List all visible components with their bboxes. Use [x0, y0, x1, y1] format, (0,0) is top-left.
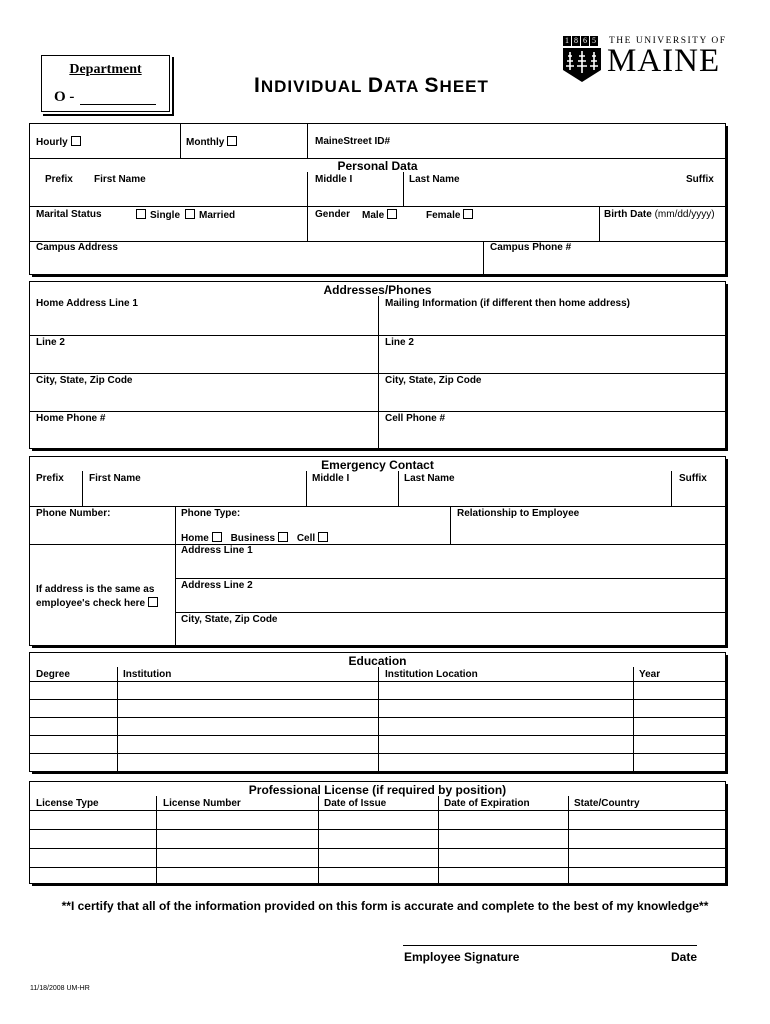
certification-statement: **I certify that all of the information provided on this form is accurate and complete to the best of my knowledge**	[61, 899, 709, 913]
date-of-issue-column-header: Date of Issue	[324, 798, 387, 809]
license-type-column-header: License Type	[36, 798, 99, 809]
ec-address-line2-label: Address Line 2	[181, 580, 253, 591]
phone-type-business[interactable]: Business	[230, 533, 276, 544]
addresses-title: Addresses/Phones	[323, 283, 432, 297]
table-row[interactable]	[30, 699, 725, 700]
ec-relationship-label: Relationship to Employee	[457, 508, 580, 519]
institution-location-column-header: Institution Location	[385, 669, 478, 680]
personal-data-section	[29, 123, 726, 275]
emergency-contact-section	[29, 456, 726, 646]
marital-status-label: Marital Status	[36, 209, 102, 220]
logo-line1: THE UNIVERSITY OF	[609, 36, 727, 46]
ec-phone-type-label: Phone Type:	[181, 508, 241, 519]
female-option[interactable]: Female	[426, 209, 477, 221]
ec-first-name-label: First Name	[89, 473, 141, 484]
ec-same-address-line2[interactable]: employee's check here	[36, 597, 162, 609]
department-prefix: O -	[54, 89, 75, 105]
ec-phone-type-options	[181, 532, 332, 544]
ec-middle-label: Middle I	[312, 473, 350, 484]
pine-tree-shield-icon	[563, 48, 601, 82]
home-phone-label: Home Phone #	[36, 413, 106, 424]
phone-type-home[interactable]: Home	[181, 533, 209, 544]
phone-type-home-checkbox[interactable]	[212, 532, 222, 542]
license-number-column-header: License Number	[163, 798, 241, 809]
ec-address-line1-label: Address Line 1	[181, 545, 253, 556]
addresses-section	[29, 281, 726, 449]
state-country-column-header: State/Country	[574, 798, 640, 809]
logo-year-digit: 8	[574, 36, 578, 45]
first-name-label: First Name	[94, 174, 146, 185]
monthly-checkbox[interactable]	[227, 136, 237, 146]
ec-prefix-label: Prefix	[36, 473, 64, 484]
last-name-label: Last Name	[409, 174, 460, 185]
table-row[interactable]	[30, 848, 725, 849]
home-address-line1-label: Home Address Line 1	[36, 298, 138, 309]
suffix-label: Suffix	[686, 174, 714, 185]
ec-suffix-label: Suffix	[679, 473, 707, 484]
ec-same-address-line1: If address is the same as	[36, 584, 155, 595]
married-option[interactable]: Married	[182, 209, 235, 221]
prefix-label: Prefix	[45, 174, 73, 185]
female-checkbox[interactable]	[463, 209, 473, 219]
mainestreet-id-label: MaineStreet ID#	[315, 136, 391, 147]
table-row[interactable]	[30, 681, 725, 682]
campus-address-label: Campus Address	[36, 242, 118, 253]
education-title: Education	[348, 654, 407, 668]
university-logo	[563, 36, 733, 82]
emergency-contact-title: Emergency Contact	[321, 458, 434, 472]
signature-line[interactable]	[403, 945, 697, 946]
cell-phone-label: Cell Phone #	[385, 413, 446, 424]
personal-data-title: Personal Data	[337, 159, 418, 173]
single-checkbox[interactable]	[136, 209, 146, 219]
birth-date-label: Birth Date (mm/dd/yyyy)	[604, 209, 715, 220]
married-checkbox[interactable]	[185, 209, 195, 219]
male-checkbox[interactable]	[387, 209, 397, 219]
license-section	[29, 781, 726, 884]
mailing-information-label: Mailing Information (if different then home address)	[385, 298, 631, 309]
phone-type-cell[interactable]: Cell	[296, 533, 316, 544]
mailing-city-label: City, State, Zip Code	[385, 375, 482, 386]
phone-type-business-checkbox[interactable]	[278, 532, 288, 542]
table-row[interactable]	[30, 735, 725, 736]
education-section	[29, 652, 726, 772]
ec-city-label: City, State, Zip Code	[181, 614, 278, 625]
middle-initial-label: Middle I	[315, 174, 353, 185]
same-address-checkbox[interactable]	[148, 597, 158, 607]
mailing-line2-label: Line 2	[385, 337, 414, 348]
license-title: Professional License (if required by position)	[248, 783, 507, 797]
home-line2-label: Line 2	[36, 337, 65, 348]
table-row[interactable]	[30, 810, 725, 811]
male-option[interactable]: Male	[362, 209, 401, 221]
degree-column-header: Degree	[36, 669, 70, 680]
table-row[interactable]	[30, 717, 725, 718]
logo-year-digit: 1	[565, 36, 569, 45]
campus-phone-label: Campus Phone #	[490, 242, 572, 253]
date-label: Date	[671, 950, 698, 964]
employee-signature-label: Employee Signature	[404, 950, 520, 964]
department-number-field[interactable]	[80, 104, 156, 105]
table-row[interactable]	[30, 829, 725, 830]
hourly-checkbox[interactable]	[71, 136, 81, 146]
ec-phone-number-label: Phone Number:	[36, 508, 111, 519]
gender-label: Gender	[315, 209, 351, 220]
table-row[interactable]	[30, 753, 725, 754]
page-title: INDIVIDUAL DATA SHEET	[254, 74, 489, 97]
home-city-label: City, State, Zip Code	[36, 375, 133, 386]
single-option[interactable]: Single	[133, 209, 180, 221]
logo-year-digit: 6	[583, 36, 587, 45]
ec-last-name-label: Last Name	[404, 473, 455, 484]
date-of-expiration-column-header: Date of Expiration	[444, 798, 530, 809]
department-label: Department	[69, 62, 142, 77]
institution-column-header: Institution	[123, 669, 172, 680]
phone-type-cell-checkbox[interactable]	[318, 532, 328, 542]
monthly-option[interactable]: Monthly	[186, 136, 241, 148]
footer-code: 11/18/2008 UM-HR	[30, 985, 90, 992]
logo-line2: MAINE	[607, 43, 721, 79]
department-box	[41, 55, 170, 112]
table-row[interactable]	[30, 867, 725, 868]
year-column-header: Year	[639, 669, 661, 680]
hourly-option[interactable]: Hourly	[36, 136, 85, 148]
logo-year-digit: 5	[592, 36, 596, 45]
